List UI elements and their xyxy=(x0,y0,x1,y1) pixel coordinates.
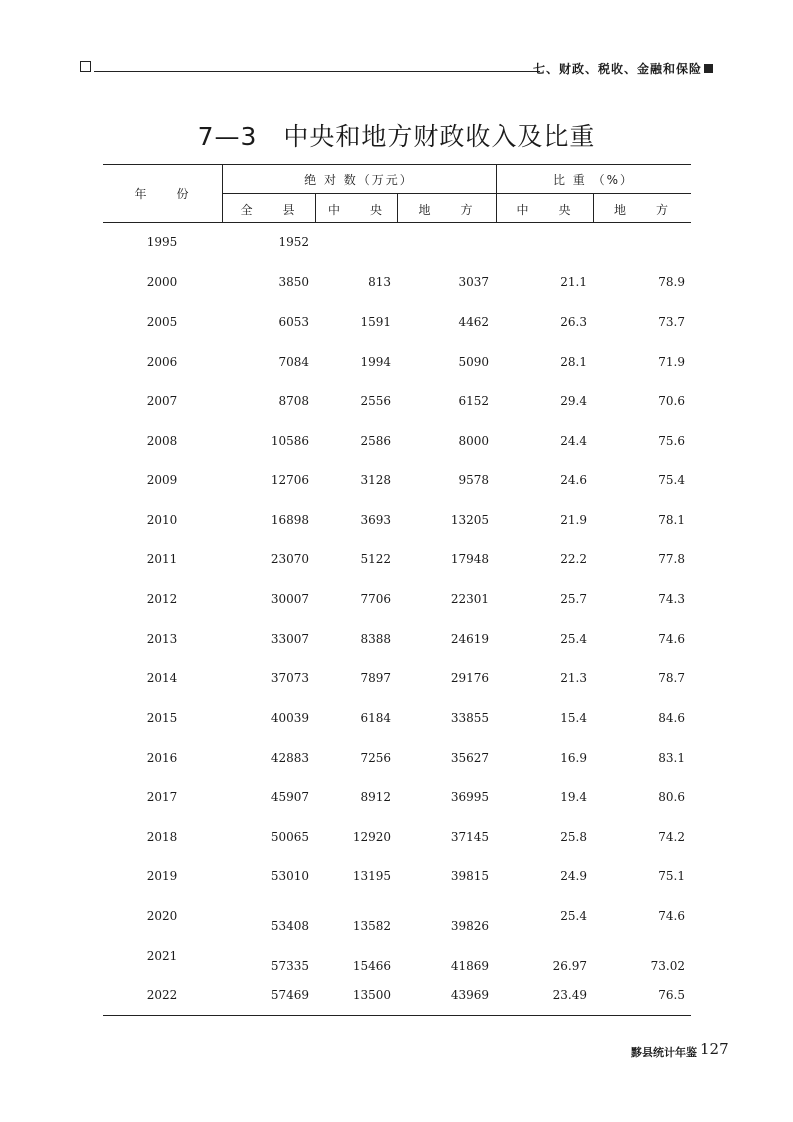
cell-central: 813 xyxy=(368,275,391,289)
table-row xyxy=(0,830,793,846)
table-row xyxy=(0,315,793,331)
cell-local: 5090 xyxy=(458,355,489,369)
cell-central: 1591 xyxy=(360,315,391,329)
cell-ratio-local: 76.5 xyxy=(658,988,685,1002)
cell-local: 36995 xyxy=(450,790,489,804)
cell-central: 15466 xyxy=(352,959,391,973)
cell-local: 43969 xyxy=(450,988,489,1002)
cell-ratio-local: 83.1 xyxy=(658,751,685,765)
cell-ratio-local: 75.4 xyxy=(658,473,685,487)
table-row xyxy=(0,909,793,933)
cell-central: 3128 xyxy=(360,473,391,487)
cell-central: 12920 xyxy=(352,830,391,844)
table-row xyxy=(0,394,793,410)
cell-local: 3037 xyxy=(458,275,489,289)
page-title xyxy=(0,117,793,153)
page-number: 127 xyxy=(700,1040,729,1058)
cell-ratio-central: 24.9 xyxy=(560,869,587,883)
cell-central: 1994 xyxy=(360,355,391,369)
header-absolute-group: 绝 对 数（万元） xyxy=(304,173,414,187)
header-local: 地 方 xyxy=(418,203,475,217)
cell-year: 2019 xyxy=(146,869,178,883)
cell-year: 2014 xyxy=(146,671,178,685)
cell-central: 2586 xyxy=(360,434,391,448)
header-year: 年 份 xyxy=(134,187,191,201)
section-header xyxy=(533,60,713,77)
header-ratio-local: 地 方 xyxy=(613,203,670,217)
cell-all: 37073 xyxy=(270,671,309,685)
cell-ratio-local: 84.6 xyxy=(658,711,685,725)
cell-year: 2007 xyxy=(146,394,178,408)
header-ratio-group: 比 重 （%） xyxy=(552,173,635,187)
cell-local: 29176 xyxy=(450,671,489,685)
cell-ratio-local: 78.1 xyxy=(658,513,685,527)
footer-book-title: 黟县统计年鉴 xyxy=(631,1046,697,1059)
table-row xyxy=(0,988,793,1004)
table-row xyxy=(0,790,793,806)
header-mid-rule xyxy=(222,193,691,194)
cell-year: 2009 xyxy=(146,473,178,487)
cell-year: 2022 xyxy=(146,988,178,1002)
cell-year: 2016 xyxy=(146,751,178,765)
cell-ratio-central: 26.3 xyxy=(560,315,587,329)
cell-ratio-local: 74.6 xyxy=(658,909,685,923)
cell-ratio-local: 75.6 xyxy=(658,434,685,448)
cell-ratio-central: 22.2 xyxy=(560,552,587,566)
cell-all: 30007 xyxy=(270,592,309,606)
cell-all: 57335 xyxy=(270,959,309,973)
cell-all: 53408 xyxy=(270,919,309,933)
cell-ratio-local: 74.2 xyxy=(658,830,685,844)
cell-ratio-local: 78.9 xyxy=(658,275,685,289)
cell-ratio-central: 21.9 xyxy=(560,513,587,527)
section-header-text: 七、财政、税收、金融和保险 xyxy=(532,62,702,76)
cell-year: 2000 xyxy=(146,275,178,289)
cell-year: 2005 xyxy=(146,315,178,329)
table-title: 中央和地方财政收入及比重 xyxy=(283,122,596,151)
cell-local: 6152 xyxy=(458,394,489,408)
cell-ratio-local: 70.6 xyxy=(658,394,685,408)
cell-year: 2013 xyxy=(146,632,178,646)
header-central: 中 央 xyxy=(327,203,384,217)
cell-ratio-central: 23.49 xyxy=(552,988,587,1002)
cell-ratio-local: 73.7 xyxy=(658,315,685,329)
cell-all: 6053 xyxy=(278,315,309,329)
cell-ratio-central: 25.8 xyxy=(560,830,587,844)
cell-ratio-central: 24.4 xyxy=(560,434,587,448)
cell-central: 7706 xyxy=(360,592,391,606)
cell-all: 10586 xyxy=(270,434,309,448)
cell-all: 23070 xyxy=(270,552,309,566)
cell-year: 2011 xyxy=(146,552,178,566)
square-icon xyxy=(704,64,713,73)
cell-ratio-local: 74.3 xyxy=(658,592,685,606)
cell-all: 8708 xyxy=(278,394,309,408)
cell-ratio-local: 73.02 xyxy=(650,959,685,973)
table-row xyxy=(0,235,793,251)
table-row xyxy=(0,592,793,608)
cell-ratio-central: 16.9 xyxy=(560,751,587,765)
cell-year: 2021 xyxy=(146,949,178,963)
cell-all: 57469 xyxy=(270,988,309,1002)
cell-ratio-local: 78.7 xyxy=(658,671,685,685)
header-bottom-rule xyxy=(103,222,691,223)
header-all-county: 全 县 xyxy=(240,203,297,217)
cell-all: 40039 xyxy=(270,711,309,725)
cell-central: 13500 xyxy=(352,988,391,1002)
cell-year: 2010 xyxy=(146,513,178,527)
cell-ratio-local: 77.8 xyxy=(658,552,685,566)
cell-local: 37145 xyxy=(450,830,489,844)
cell-local: 4462 xyxy=(458,315,489,329)
cell-all: 3850 xyxy=(278,275,309,289)
table-row xyxy=(0,275,793,291)
cell-year: 1995 xyxy=(146,235,178,249)
table-row xyxy=(0,473,793,489)
cell-ratio-local: 75.1 xyxy=(658,869,685,883)
cell-ratio-central: 25.4 xyxy=(560,909,587,923)
cell-local: 22301 xyxy=(450,592,489,606)
cell-ratio-local: 74.6 xyxy=(658,632,685,646)
header-rule xyxy=(94,71,540,72)
table-row xyxy=(0,355,793,371)
table-row xyxy=(0,671,793,687)
cell-central: 8912 xyxy=(360,790,391,804)
cell-year: 2017 xyxy=(146,790,178,804)
cell-all: 12706 xyxy=(270,473,309,487)
cell-all: 42883 xyxy=(270,751,309,765)
cell-ratio-central: 25.7 xyxy=(560,592,587,606)
cell-central: 5122 xyxy=(360,552,391,566)
cell-all: 53010 xyxy=(270,869,309,883)
cell-local: 17948 xyxy=(450,552,489,566)
cell-central: 2556 xyxy=(360,394,391,408)
cell-central: 7256 xyxy=(360,751,391,765)
cell-year: 2006 xyxy=(146,355,178,369)
cell-local: 35627 xyxy=(450,751,489,765)
cell-local: 41869 xyxy=(450,959,489,973)
table-row xyxy=(0,949,793,973)
table-row xyxy=(0,434,793,450)
cell-local: 13205 xyxy=(450,513,489,527)
cell-ratio-local: 80.6 xyxy=(658,790,685,804)
cell-local: 24619 xyxy=(450,632,489,646)
cell-ratio-central: 26.97 xyxy=(552,959,587,973)
cell-all: 45907 xyxy=(270,790,309,804)
cell-all: 16898 xyxy=(270,513,309,527)
cell-ratio-central: 15.4 xyxy=(560,711,587,725)
table-row xyxy=(0,751,793,767)
cell-local: 8000 xyxy=(458,434,489,448)
table-bottom-rule xyxy=(103,1015,691,1016)
cell-ratio-local: 71.9 xyxy=(658,355,685,369)
table-row xyxy=(0,711,793,727)
cell-central: 6184 xyxy=(360,711,391,725)
cell-ratio-central: 24.6 xyxy=(560,473,587,487)
table-top-rule xyxy=(103,164,691,165)
cell-central: 7897 xyxy=(360,671,391,685)
cell-central: 13195 xyxy=(352,869,391,883)
cell-central: 13582 xyxy=(352,919,391,933)
cell-ratio-central: 29.4 xyxy=(560,394,587,408)
cell-ratio-central: 25.4 xyxy=(560,632,587,646)
header-ratio-central: 中 央 xyxy=(516,203,573,217)
cell-year: 2020 xyxy=(146,909,178,923)
table-row xyxy=(0,632,793,648)
cell-all: 33007 xyxy=(270,632,309,646)
table-row xyxy=(0,869,793,885)
table-number: 7—3 xyxy=(197,122,258,151)
cell-central: 3693 xyxy=(360,513,391,527)
cell-all: 7084 xyxy=(278,355,309,369)
cell-local: 39815 xyxy=(450,869,489,883)
header-box-icon xyxy=(80,61,91,72)
cell-all: 1952 xyxy=(278,235,309,249)
cell-local: 39826 xyxy=(450,919,489,933)
cell-central: 8388 xyxy=(360,632,391,646)
cell-year: 2008 xyxy=(146,434,178,448)
cell-year: 2015 xyxy=(146,711,178,725)
cell-year: 2012 xyxy=(146,592,178,606)
cell-local: 33855 xyxy=(450,711,489,725)
table-row xyxy=(0,552,793,568)
cell-ratio-central: 21.1 xyxy=(560,275,587,289)
cell-ratio-central: 28.1 xyxy=(560,355,587,369)
cell-ratio-central: 21.3 xyxy=(560,671,587,685)
cell-ratio-central: 19.4 xyxy=(560,790,587,804)
cell-all: 50065 xyxy=(270,830,309,844)
cell-local: 9578 xyxy=(458,473,489,487)
cell-year: 2018 xyxy=(146,830,178,844)
table-row xyxy=(0,513,793,529)
